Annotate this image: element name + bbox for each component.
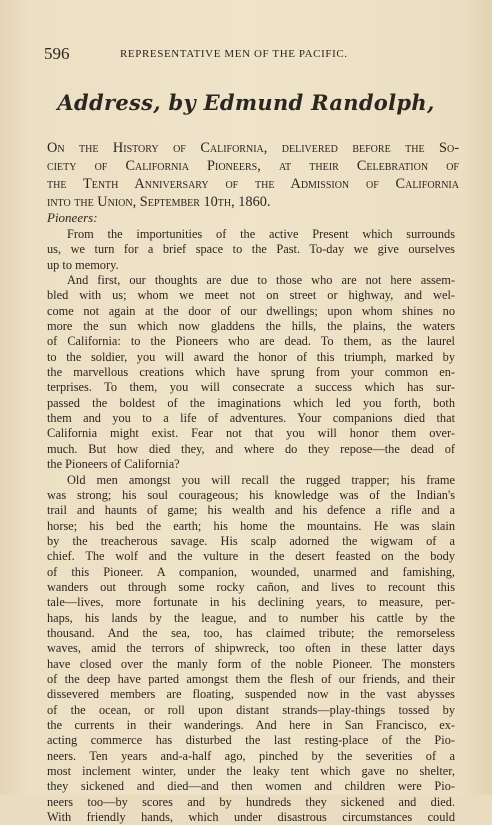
text-line: trail and haunts of game; his wealth and his defence a rifle and a (47, 503, 455, 518)
text-line: up to memory. (47, 257, 119, 272)
text-line: the currents in their wanderings. And here in San Francisco, ex- (47, 718, 455, 732)
text-line: tale—lives, more fortunate in his declining years, to measure, per- (47, 595, 455, 610)
text-line: chief. The wolf and the vulture in the desert feasted on the body (47, 549, 455, 564)
text-line: horse; his bed the earth; his home the mountains. He was slain (47, 518, 455, 533)
text-line: to the soldier, you will award the honor of this triumph, marked by (47, 349, 455, 364)
text-line: much. But how died they, and where do they repose—the dead of (47, 441, 455, 456)
salutation: Pioneers: (47, 210, 98, 225)
text-line: us, we turn for a brief space to the Past. To-day we give ourselves (47, 242, 455, 257)
text-line: acting commerce has disturbed the last resting-place of the Pio- (47, 733, 455, 748)
subtitle-line: On the History of California, delivered before the So- (47, 140, 459, 156)
text-line: From the importunities of the active Present which surrounds (67, 227, 455, 241)
text-line: of the deep have parted amongst them the flesh of our friends, and their (47, 671, 455, 686)
text-line: dissevered members are floating, suspended now in the vast abysses (47, 687, 455, 702)
text-line: thousand. And the sea, too, has claimed tribute; the remorseless (47, 625, 455, 640)
text-line: most inclement winter, under the leaky tent which gave no shelter, (47, 764, 455, 779)
page-header (44, 44, 456, 64)
subtitle-line: into the Union, September 10th, 1860. (47, 194, 271, 210)
text-line: of California: to the Pioneers who are dead. To them, as the laurel (47, 334, 455, 349)
text-line: passed the boldest of the imaginations which led you forth, both (47, 395, 455, 410)
text-line: of the ocean, or roll upon distant strands—play-things tossed by (47, 702, 455, 717)
subtitle-line: the Tenth Anniversary of the Admission of California (47, 176, 459, 192)
text-line: With friendly hands, which under disastrous circumstances could (47, 810, 455, 825)
text-line: neers too—by scores and by hundreds they sickened and died. (47, 794, 455, 809)
running-head: REPRESENTATIVE MEN OF THE PACIFIC. (120, 48, 348, 60)
text-line: California might exist. Fear not that you will honor them over- (47, 426, 455, 441)
subtitle-line: ciety of California Pioneers, at their Celebration of (47, 158, 459, 174)
text-line: have closed over the manly form of the noble Pioneer. The monsters (47, 656, 455, 671)
body-text (47, 227, 455, 825)
text-line: terprises. To them, you will consecrate a success which has sur- (47, 380, 455, 395)
text-line: haps, his lands by the league, and to number his cattle by the (47, 610, 455, 625)
text-line: the marvellous creations which have sprung from your common en- (47, 365, 455, 380)
text-line: was strong; his soul courageous; his knowledge was of the Indian's (47, 487, 455, 502)
text-line: them and you to a life of adventures. Your companions died that (47, 411, 455, 426)
text-line: of this Pioneer. A companion, wounded, unarmed and famishing, (47, 564, 455, 579)
page-number: 596 (44, 44, 70, 63)
text-line: the Pioneers of California? (47, 457, 180, 472)
text-line: come not again at the door of our dwellings; upon whom shines no (47, 303, 455, 318)
text-line: neers. Ten years and-a-half ago, pinched by the severities of a (47, 748, 455, 763)
text-line: they sickened and died—and then women and children were Pio- (47, 779, 455, 794)
address-subtitle (47, 139, 459, 211)
text-line: Old men amongst you will recall the rugged trapper; his frame (67, 472, 455, 487)
text-line: wanders out through some rocky cañon, and lives to recount this (47, 579, 455, 594)
text-line: And first, our thoughts are due to those who are not here assem- (67, 273, 455, 288)
text-line: more the sun which now gladdens the hills, the plains, the waters (47, 319, 455, 334)
text-line: by the treacherous savage. His scalp adorned the wigwam of a (47, 533, 455, 548)
address-title: Address, by Edmund Randolph, (57, 90, 435, 115)
text-line: bled with us; whom we meet not on street or highway, and wel- (47, 288, 455, 303)
text-line: waves, amid the terrors of shipwreck, too often in these latter days (47, 641, 455, 656)
